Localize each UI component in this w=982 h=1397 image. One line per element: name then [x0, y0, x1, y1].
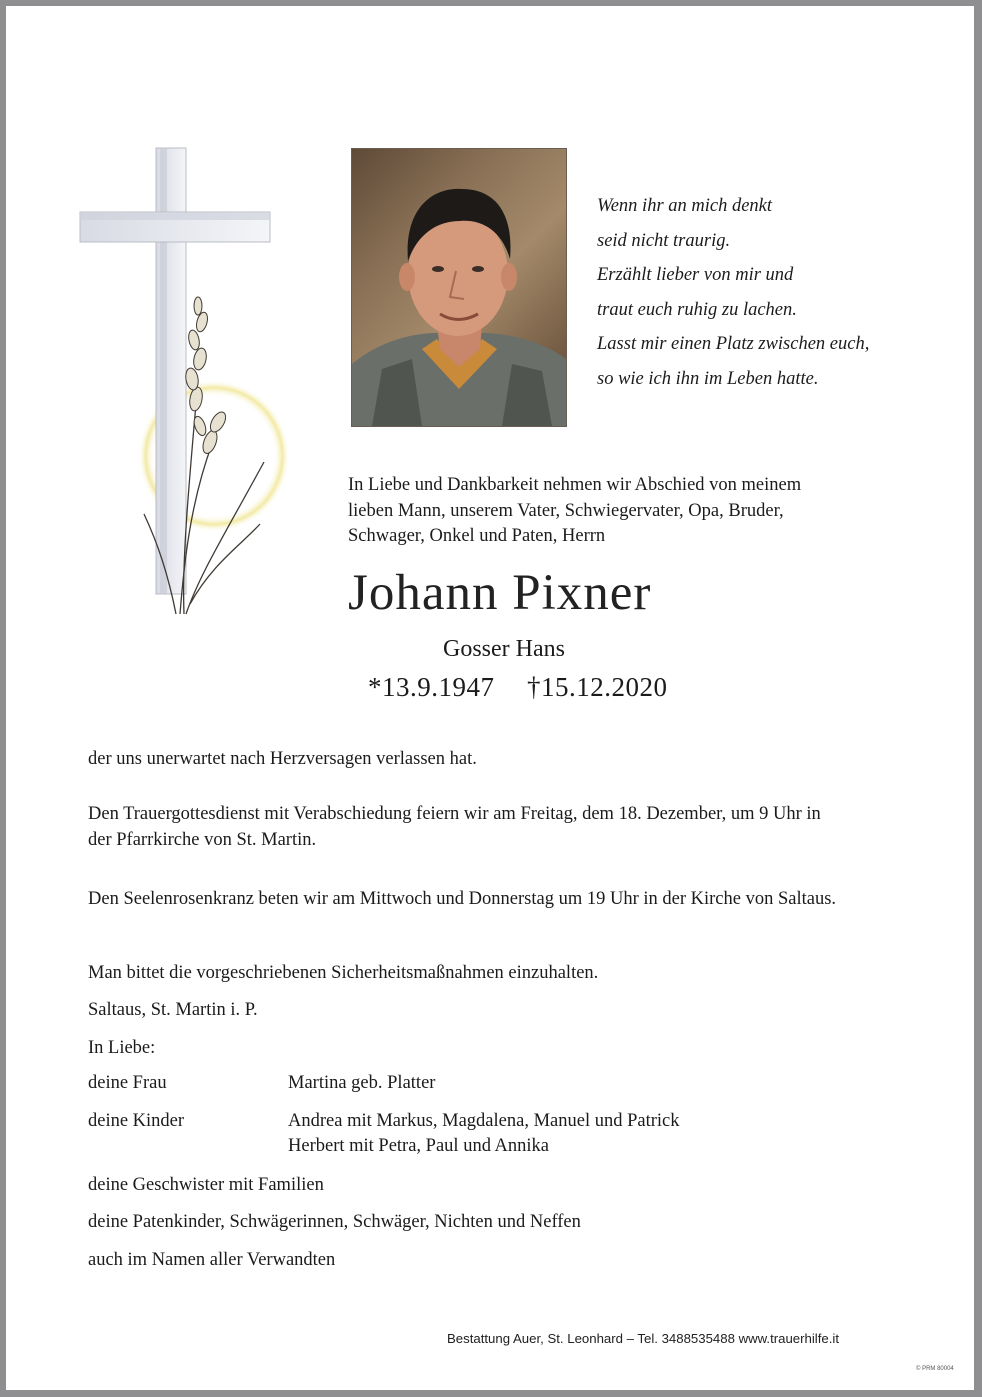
rosary-text: Den Seelenrosenkranz beten wir am Mittwoch und Donnerstag um 19 Uhr in der Kirche von Saltaus.	[88, 889, 837, 909]
intro-line: In Liebe und Dankbarkeit nehmen wir Abschied von meinem	[348, 475, 802, 495]
portrait-photo	[351, 148, 567, 427]
place-text: Saltaus, St. Martin i. P.	[88, 1000, 258, 1020]
poem-line: seid nicht traurig.	[597, 230, 731, 251]
deceased-nickname: Gosser Hans	[443, 636, 565, 662]
children-line: Herbert mit Petra, Paul und Annika	[288, 1136, 550, 1156]
relatives-text: auch im Namen aller Verwandten	[88, 1250, 336, 1270]
birth-date: *13.9.1947	[368, 672, 495, 702]
safety-notice: Man bittet die vorgeschriebenen Sicherheitsmaßnahmen einzuhalten.	[88, 963, 599, 983]
copyright-mark: © PRM 80004	[916, 1366, 954, 1372]
life-dates	[368, 672, 668, 703]
wife-label: deine Frau	[88, 1073, 167, 1093]
funeral-line: der Pfarrkirche von St. Martin.	[88, 830, 317, 850]
memorial-poem	[597, 189, 869, 397]
wife-name: Martina geb. Platter	[288, 1073, 436, 1093]
children-label: deine Kinder	[88, 1111, 185, 1131]
funeral-home-footer: Bestattung Auer, St. Leonhard – Tel. 3488535488 www.trauerhilfe.it	[447, 1331, 839, 1346]
intro-line: lieben Mann, unserem Vater, Schwiegervater, Opa, Bruder,	[348, 500, 784, 521]
poem-line: Lasst mir einen Platz zwischen euch,	[597, 334, 870, 355]
death-date: †15.12.2020	[527, 672, 668, 702]
children-line: Andrea mit Markus, Magdalena, Manuel und Patrick	[288, 1111, 680, 1131]
intro-line: Schwager, Onkel und Paten, Herrn	[348, 526, 606, 546]
poem-line: Erzählt lieber von mir und	[597, 265, 794, 286]
passing-text: der uns unerwartet nach Herzversagen verlassen hat.	[88, 749, 477, 769]
obituary-sheet	[6, 6, 974, 1390]
poem-line: so wie ich ihn im Leben hatte.	[597, 368, 819, 389]
deceased-name: Johann Pixner	[348, 565, 652, 621]
siblings-text: deine Geschwister mit Familien	[88, 1175, 324, 1195]
funeral-line: Den Trauergottesdienst mit Verabschiedung feiern wir am Freitag, dem 18. Dezember, um 9 Uhr in	[88, 804, 821, 824]
funeral-service-text	[88, 801, 821, 853]
in-love-text: In Liebe:	[88, 1038, 156, 1058]
poem-line: Wenn ihr an mich denkt	[597, 196, 773, 216]
intro-text	[348, 473, 801, 550]
godchildren-text: deine Patenkinder, Schwägerinnen, Schwäger, Nichten und Neffen	[88, 1212, 581, 1232]
poem-line: traut euch ruhig zu lachen.	[597, 299, 797, 320]
cross-wheat-illustration	[72, 144, 292, 624]
